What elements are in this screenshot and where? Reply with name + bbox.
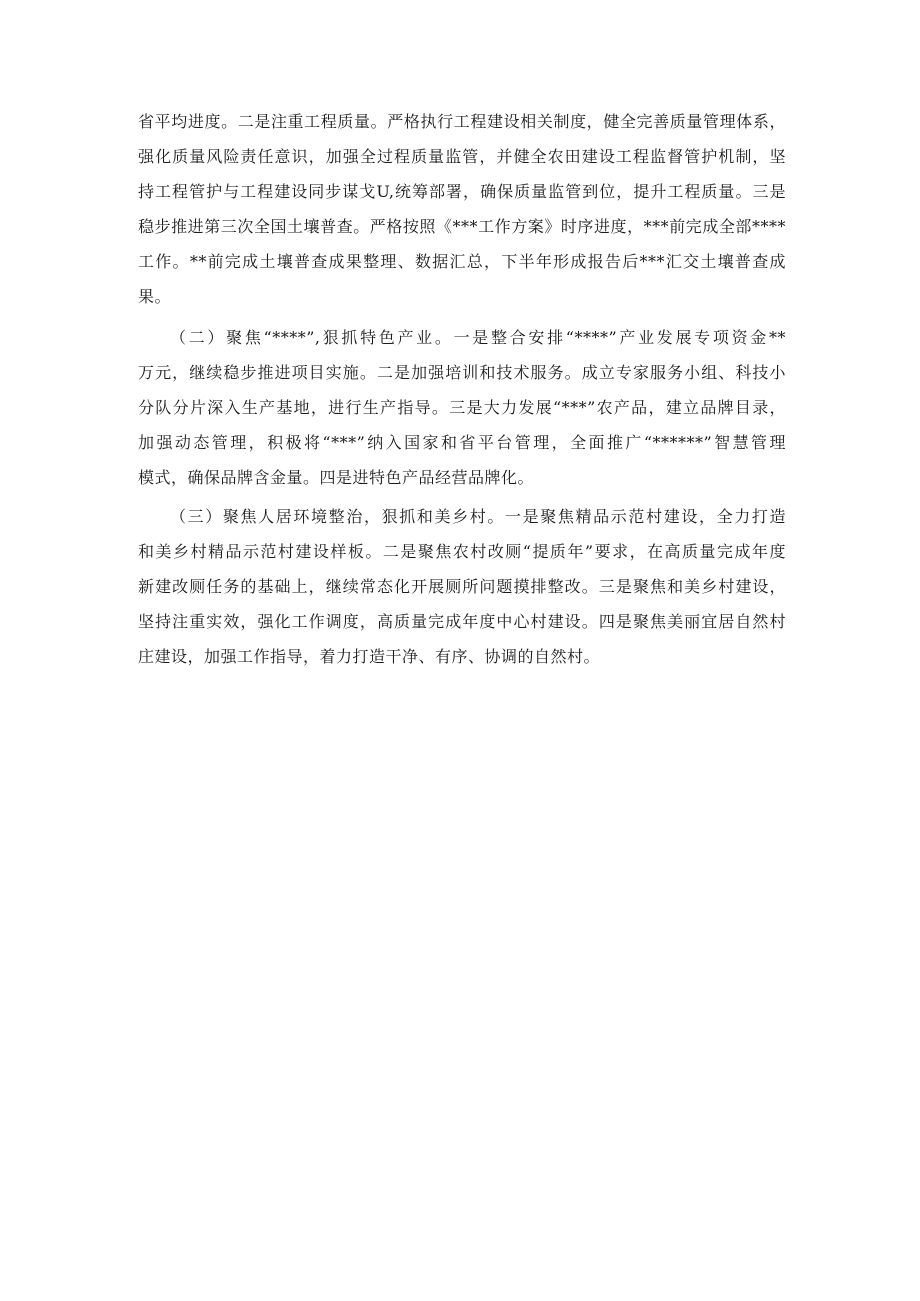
paragraph-characteristic-industry [138, 320, 786, 495]
text-line: 坚持注重实效，强化工作调度，高质量完成年度中心村建设。四是聚焦美丽宜居自然村 [138, 612, 786, 631]
text-line: 省平均进度。二是注重工程质量。严格执行工程建设相关制度，健全完善质量管理体系， [138, 112, 786, 131]
section-heading-line: （三）聚焦人居环境整治，狠抓和美乡村。一是聚焦精品示范村建设，全力打造 [170, 507, 786, 526]
paragraph-living-environment [138, 499, 786, 674]
text-line: 强化质量风险责任意识，加强全过程质量监管，并健全农田建设工程监督管护机制，坚 [138, 147, 786, 166]
text-line: 持工程管护与工程建设同步谋戈U,统筹部署，确保质量监管到位，提升工程质量。三是 [138, 182, 786, 201]
document-body [138, 104, 786, 674]
text-line: 果。 [138, 287, 172, 306]
text-line: 模式，确保品牌含金量。四是进特色产品经营品牌化。 [138, 468, 535, 487]
text-line: 庄建设，加强工作指导，着力打造干净、有序、协调的自然村。 [138, 647, 601, 666]
text-line: 工作。**前完成土壤普查成果整理、数据汇总，下半年形成报告后***汇交土壤普查成 [138, 252, 786, 271]
section-heading-line: （二）聚焦“****”,狠抓特色产业。一是整合安排“****”产业发展专项资金** [170, 328, 786, 347]
paragraph-project-quality [138, 104, 786, 314]
text-line: 新建改厕任务的基础上，继续常态化开展厕所问题摸排整改。三是聚焦和美乡村建设， [138, 577, 786, 596]
text-line: 分队分片深入生产基地，进行生产指导。三是大力发展“***”农产品，建立品牌目录， [138, 398, 786, 417]
text-line: 稳步推进第三次全国土壤普查。严格按照《***工作方案》时序进度，***前完成全部**** [138, 217, 786, 236]
text-line: 和美乡村精品示范村建设样板。二是聚焦农村改厕“提质年”要求，在高质量完成年度 [138, 542, 786, 561]
text-line: 加强动态管理，积极将“***”纳入国家和省平台管理，全面推广“******”智慧管理 [138, 433, 786, 452]
text-line: 万元，继续稳步推进项目实施。二是加强培训和技术服务。成立专家服务小组、科技小 [138, 363, 786, 382]
